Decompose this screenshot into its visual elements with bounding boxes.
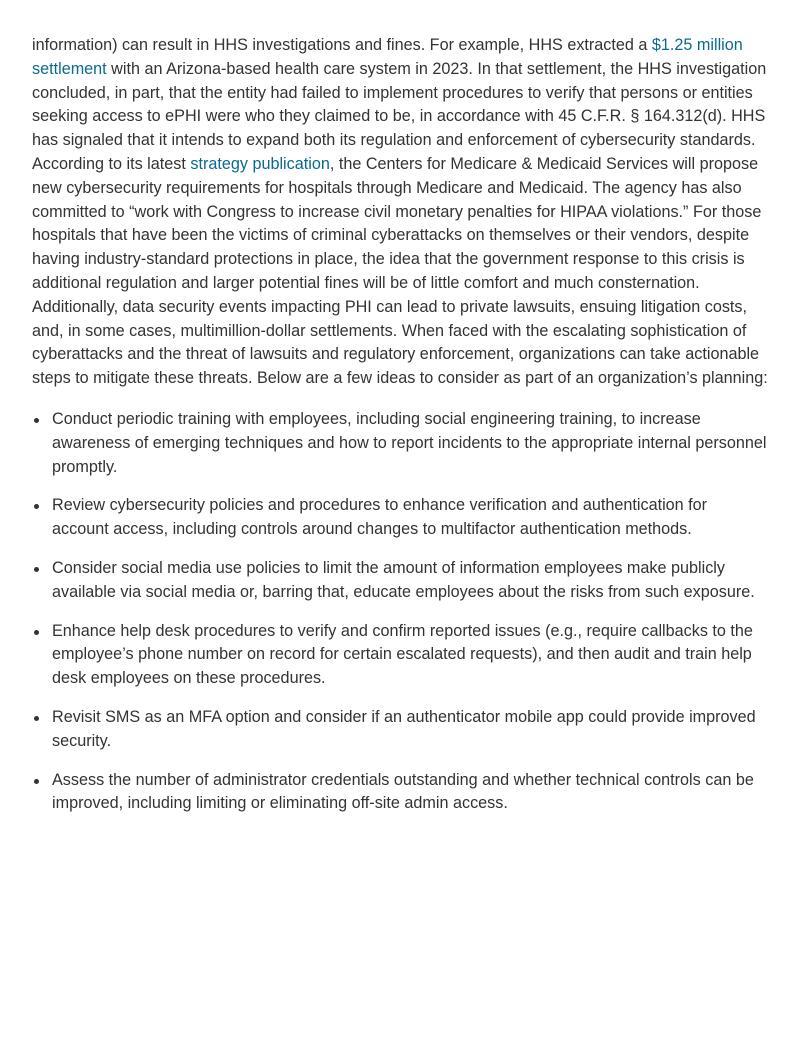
bullet-icon (34, 418, 39, 423)
list-item (32, 706, 768, 754)
list-item-text: Assess the number of administrator credentials outstanding and whether technical controls can be improved, including limiting or eliminating off-site admin access. (52, 770, 754, 813)
list-item-text: Revisit SMS as an MFA option and consider if an authenticator mobile app could provide improved security. (52, 707, 756, 750)
recommendations-list (32, 408, 768, 816)
paragraph-text-2: with an Arizona-based health care system in 2023. In that settlement, the HHS investigation concluded, in part, that the entity had failed to implement procedures to verify that persons or entities seeking access to ePHI were who they claimed to be, in accordance with 45 C.F.R. § 164.312(d). HHS has signaled that it intends to expand both its regulation and enforcement of cybersecurity standards. According to its latest (32, 59, 767, 173)
bullet-icon (34, 779, 39, 784)
list-item-text: Enhance help desk procedures to verify and confirm reported issues (e.g., require callbacks to the employee’s phone number on record for certain escalated requests), and then audit and train help desk employees on these procedures. (52, 621, 753, 688)
article-body (32, 34, 768, 831)
settlement-link[interactable]: $1.25 million settlement (32, 36, 743, 78)
list-item (32, 620, 768, 691)
list-item (32, 769, 768, 817)
paragraph-text-3: , the Centers for Medicare & Medicaid Services will propose new cybersecurity requirements for hospitals through Medicare and Medicaid. The agency has also committed to “work with Congress to increase civil monetary penalties for HIPAA violations.” For those hospitals that have been the victims of criminal cyberattacks on themselves or their vendors, despite having industry-standard protections in place, the idea that the government response to this crisis is additional regulation and larger potential fines will be of little comfort and much consternation. Additionally, data security events impacting PHI can lead to private lawsuits, ensuing litigation costs, and, in some cases, multimillion-dollar settlements. When faced with the escalating sophistication of cyberattacks and the threat of lawsuits and regulatory enforcement, organizations can take actionable steps to mitigate these threats. Below are a few ideas to consider as part of an organization’s planning: (32, 154, 768, 388)
strategy-publication-link[interactable]: strategy publication (190, 154, 330, 173)
list-item (32, 557, 768, 605)
list-item-text: Review cybersecurity policies and procedures to enhance verification and authentication for account access, including controls around changes to multifactor authentication methods. (52, 496, 708, 539)
bullet-icon (34, 716, 39, 721)
list-item (32, 494, 768, 542)
bullet-icon (34, 630, 39, 635)
bullet-icon (34, 567, 39, 572)
paragraph-text-1: information) can result in HHS investigations and fines. For example, HHS extracted a (32, 36, 652, 54)
list-item (32, 408, 768, 479)
bullet-icon (34, 504, 39, 509)
list-item-text: Consider social media use policies to limit the amount of information employees make publicly available via social media or, barring that, educate employees about the risks from such exposure. (52, 558, 755, 601)
body-paragraph (32, 34, 768, 391)
list-item-text: Conduct periodic training with employees, including social engineering training, to increase awareness of emerging techniques and how to report incidents to the appropriate internal personnel promptly. (52, 409, 767, 476)
